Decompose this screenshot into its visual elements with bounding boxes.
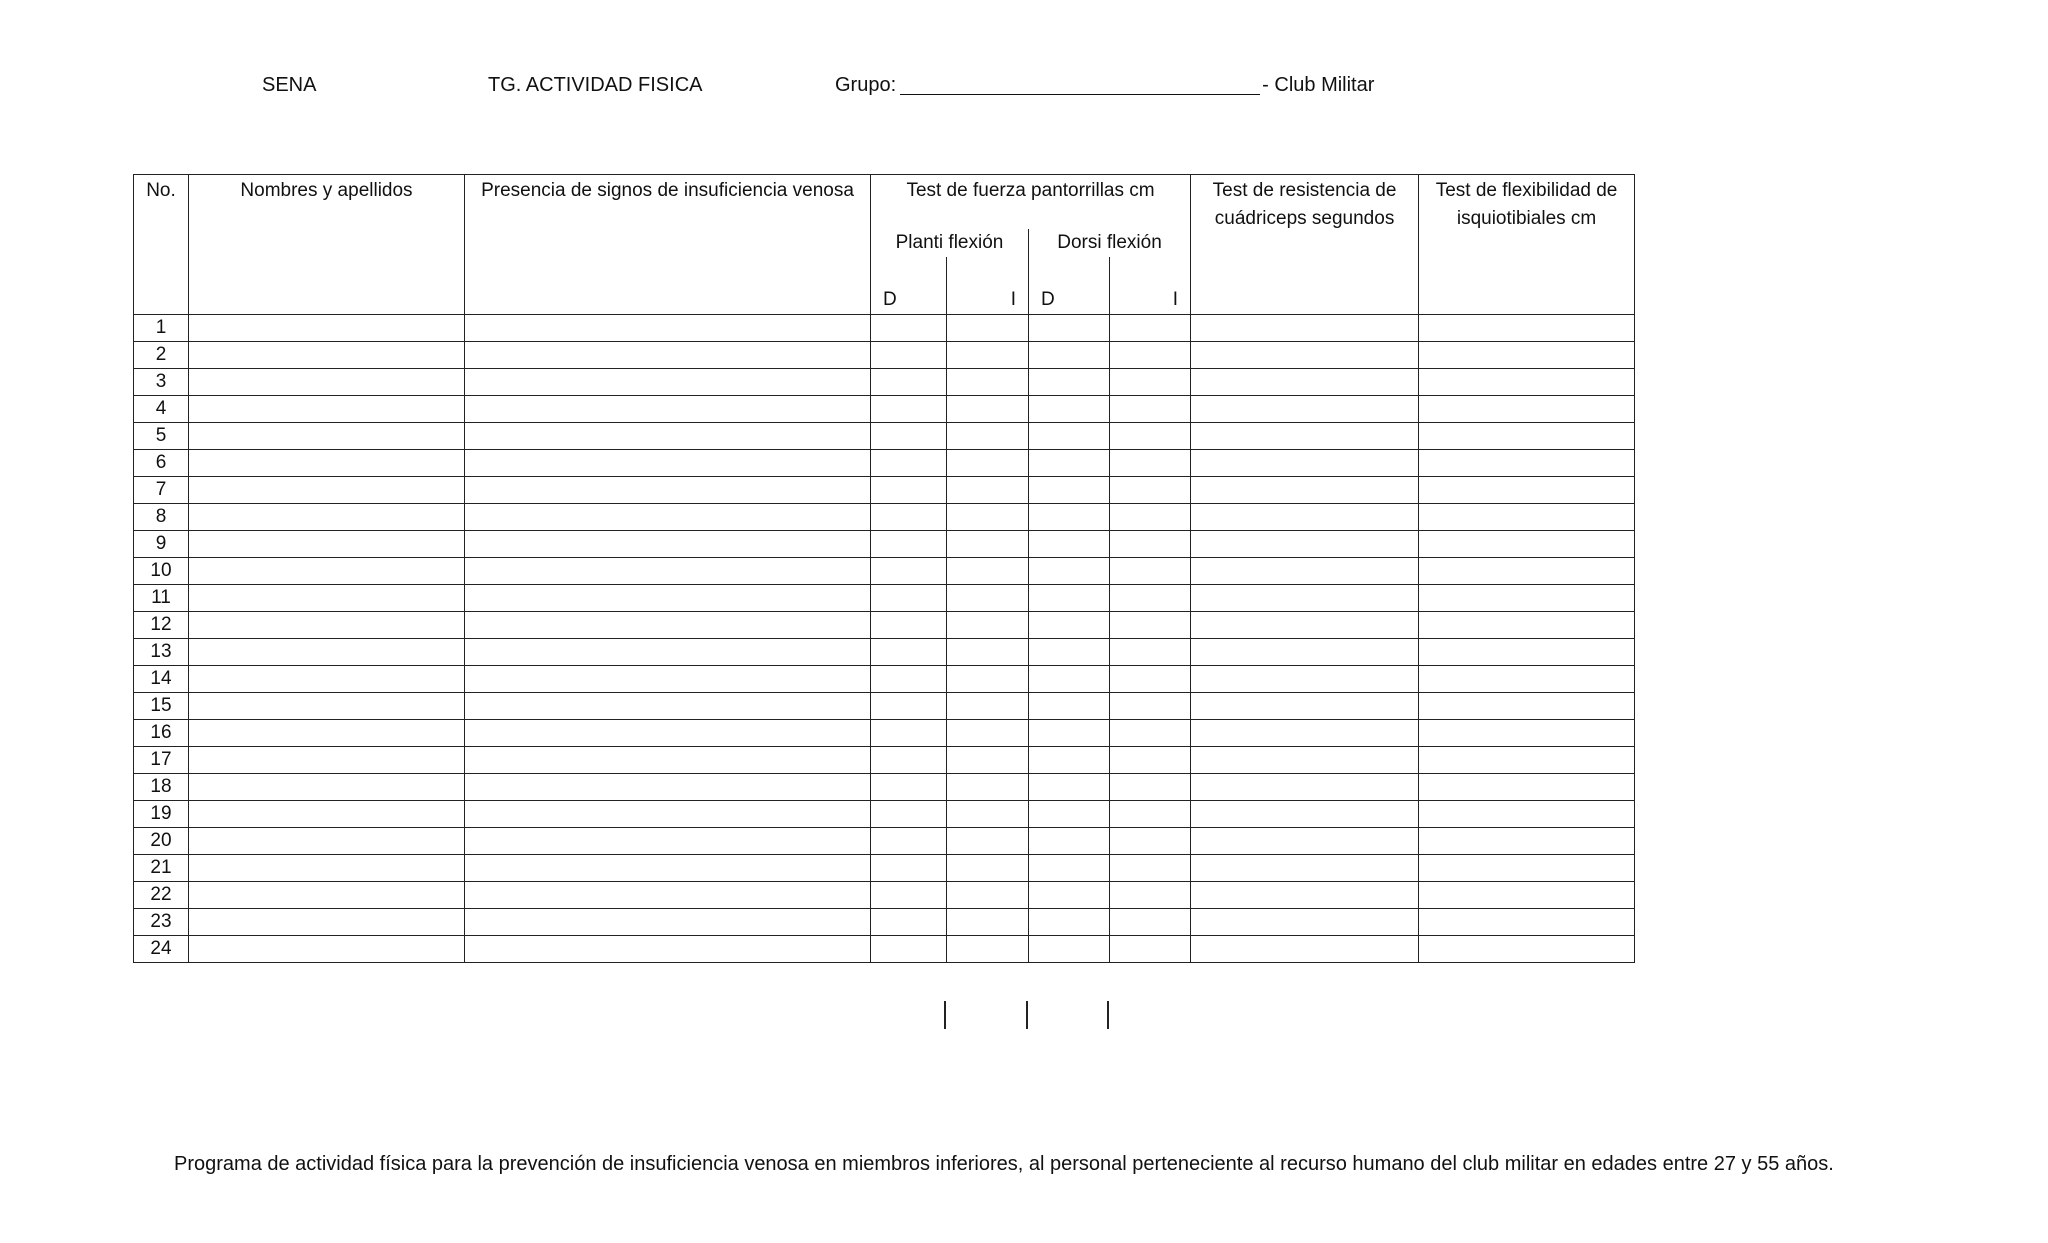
dorsi-left-cell[interactable]: [1110, 882, 1191, 909]
evaluation-table: [133, 174, 1635, 963]
dorsi-right-cell[interactable]: [1029, 342, 1110, 369]
program-label: TG. ACTIVIDAD FISICA: [488, 74, 703, 96]
planti-left-cell[interactable]: [947, 828, 1029, 855]
col-header-venous: Presencia de signos de insuficiencia venosa: [465, 175, 871, 315]
dorsi-left-cell[interactable]: [1110, 855, 1191, 882]
planti-left-cell[interactable]: [947, 639, 1029, 666]
planti-right-cell[interactable]: [871, 774, 947, 801]
quad-cell[interactable]: [1191, 774, 1419, 801]
institution-label: SENA: [262, 74, 317, 96]
table-row: [134, 801, 1635, 828]
planti-right-cell[interactable]: [871, 612, 947, 639]
number-cell: 23: [134, 909, 189, 936]
planti-right-cell[interactable]: [871, 396, 947, 423]
quad-cell[interactable]: [1191, 531, 1419, 558]
dorsi-right-cell[interactable]: [1029, 666, 1110, 693]
table-row: [134, 477, 1635, 504]
number-cell: 8: [134, 504, 189, 531]
dorsi-left-cell[interactable]: [1110, 666, 1191, 693]
planti-left-cell[interactable]: [947, 909, 1029, 936]
venous-cell[interactable]: [465, 369, 871, 396]
col-header-dorsi-left: I: [1110, 257, 1191, 315]
venous-cell[interactable]: [465, 936, 871, 963]
flex-cell[interactable]: [1419, 693, 1635, 720]
name-cell[interactable]: [189, 558, 465, 585]
dorsi-left-cell[interactable]: [1110, 747, 1191, 774]
number-cell: 20: [134, 828, 189, 855]
dorsi-right-cell[interactable]: [1029, 450, 1110, 477]
number-cell: 3: [134, 369, 189, 396]
dorsi-left-cell[interactable]: [1110, 801, 1191, 828]
dorsi-left-cell[interactable]: [1110, 342, 1191, 369]
column-extension-line: [1107, 1001, 1109, 1029]
planti-right-cell[interactable]: [871, 693, 947, 720]
number-cell: 17: [134, 747, 189, 774]
dorsi-right-cell[interactable]: [1029, 423, 1110, 450]
group-blank-field[interactable]: [900, 74, 1260, 95]
name-cell[interactable]: [189, 450, 465, 477]
planti-right-cell[interactable]: [871, 369, 947, 396]
flex-cell[interactable]: [1419, 828, 1635, 855]
planti-left-cell[interactable]: [947, 477, 1029, 504]
flex-cell[interactable]: [1419, 882, 1635, 909]
quad-cell[interactable]: [1191, 666, 1419, 693]
flex-cell[interactable]: [1419, 774, 1635, 801]
flex-cell[interactable]: [1419, 666, 1635, 693]
name-cell[interactable]: [189, 936, 465, 963]
name-cell[interactable]: [189, 396, 465, 423]
dorsi-right-cell[interactable]: [1029, 585, 1110, 612]
dorsi-right-cell[interactable]: [1029, 936, 1110, 963]
planti-right-cell[interactable]: [871, 450, 947, 477]
table-row: [134, 828, 1635, 855]
name-cell[interactable]: [189, 855, 465, 882]
table-row: [134, 855, 1635, 882]
table-row: [134, 558, 1635, 585]
planti-right-cell[interactable]: [871, 801, 947, 828]
name-cell[interactable]: [189, 801, 465, 828]
name-cell[interactable]: [189, 423, 465, 450]
dorsi-left-cell[interactable]: [1110, 693, 1191, 720]
quad-cell[interactable]: [1191, 369, 1419, 396]
dorsi-left-cell[interactable]: [1110, 423, 1191, 450]
number-cell: 15: [134, 693, 189, 720]
dorsi-left-cell[interactable]: [1110, 531, 1191, 558]
planti-right-cell[interactable]: [871, 342, 947, 369]
planti-left-cell[interactable]: [947, 342, 1029, 369]
planti-right-cell[interactable]: [871, 639, 947, 666]
quad-cell[interactable]: [1191, 720, 1419, 747]
venous-cell[interactable]: [465, 612, 871, 639]
planti-right-cell[interactable]: [871, 747, 947, 774]
quad-cell[interactable]: [1191, 909, 1419, 936]
quad-cell[interactable]: [1191, 801, 1419, 828]
table-row: [134, 396, 1635, 423]
venous-cell[interactable]: [465, 342, 871, 369]
planti-left-cell[interactable]: [947, 423, 1029, 450]
planti-right-cell[interactable]: [871, 882, 947, 909]
planti-left-cell[interactable]: [947, 936, 1029, 963]
dorsi-left-cell[interactable]: [1110, 315, 1191, 342]
flex-cell[interactable]: [1419, 801, 1635, 828]
venous-cell[interactable]: [465, 531, 871, 558]
planti-left-cell[interactable]: [947, 801, 1029, 828]
dorsi-right-cell[interactable]: [1029, 531, 1110, 558]
dorsi-left-cell[interactable]: [1110, 504, 1191, 531]
dorsi-left-cell[interactable]: [1110, 612, 1191, 639]
name-cell[interactable]: [189, 612, 465, 639]
planti-right-cell[interactable]: [871, 315, 947, 342]
number-cell: 19: [134, 801, 189, 828]
dorsi-right-cell[interactable]: [1029, 396, 1110, 423]
number-cell: 12: [134, 612, 189, 639]
dorsi-right-cell[interactable]: [1029, 855, 1110, 882]
dorsi-right-cell[interactable]: [1029, 369, 1110, 396]
table-row: [134, 909, 1635, 936]
venous-cell[interactable]: [465, 855, 871, 882]
number-cell: 16: [134, 720, 189, 747]
planti-right-cell[interactable]: [871, 531, 947, 558]
group-line: [835, 74, 1374, 97]
venous-cell[interactable]: [465, 909, 871, 936]
quad-cell[interactable]: [1191, 342, 1419, 369]
planti-left-cell[interactable]: [947, 666, 1029, 693]
quad-cell[interactable]: [1191, 315, 1419, 342]
name-cell[interactable]: [189, 666, 465, 693]
dorsi-right-cell[interactable]: [1029, 801, 1110, 828]
flex-cell[interactable]: [1419, 855, 1635, 882]
planti-right-cell[interactable]: [871, 504, 947, 531]
dorsi-right-cell[interactable]: [1029, 720, 1110, 747]
name-cell[interactable]: [189, 315, 465, 342]
name-cell[interactable]: [189, 639, 465, 666]
table-row: [134, 666, 1635, 693]
col-header-planti-right: D: [871, 257, 947, 315]
quad-cell[interactable]: [1191, 747, 1419, 774]
flex-cell[interactable]: [1419, 612, 1635, 639]
planti-right-cell[interactable]: [871, 855, 947, 882]
dorsi-right-cell[interactable]: [1029, 558, 1110, 585]
venous-cell[interactable]: [465, 504, 871, 531]
table-row: [134, 585, 1635, 612]
dorsi-left-cell[interactable]: [1110, 369, 1191, 396]
dorsi-right-cell[interactable]: [1029, 504, 1110, 531]
quad-cell[interactable]: [1191, 855, 1419, 882]
number-cell: 11: [134, 585, 189, 612]
venous-cell[interactable]: [465, 693, 871, 720]
col-header-names: Nombres y apellidos: [189, 175, 465, 315]
dorsi-left-cell[interactable]: [1110, 720, 1191, 747]
quad-cell[interactable]: [1191, 612, 1419, 639]
planti-right-cell[interactable]: [871, 477, 947, 504]
venous-cell[interactable]: [465, 720, 871, 747]
name-cell[interactable]: [189, 720, 465, 747]
flex-cell[interactable]: [1419, 531, 1635, 558]
name-cell[interactable]: [189, 693, 465, 720]
flex-cell[interactable]: [1419, 504, 1635, 531]
venous-cell[interactable]: [465, 666, 871, 693]
planti-left-cell[interactable]: [947, 315, 1029, 342]
planti-right-cell[interactable]: [871, 828, 947, 855]
table-row: [134, 936, 1635, 963]
number-cell: 14: [134, 666, 189, 693]
name-cell[interactable]: [189, 882, 465, 909]
venous-cell[interactable]: [465, 774, 871, 801]
name-cell[interactable]: [189, 774, 465, 801]
number-cell: 2: [134, 342, 189, 369]
col-header-quad: Test de resistencia de cuádriceps segundos: [1191, 175, 1419, 315]
dorsi-right-cell[interactable]: [1029, 693, 1110, 720]
venous-cell[interactable]: [465, 585, 871, 612]
venous-cell[interactable]: [465, 477, 871, 504]
dorsi-right-cell[interactable]: [1029, 774, 1110, 801]
planti-left-cell[interactable]: [947, 693, 1029, 720]
flex-cell[interactable]: [1419, 585, 1635, 612]
flex-cell[interactable]: [1419, 369, 1635, 396]
column-extension-line: [944, 1001, 946, 1029]
name-cell[interactable]: [189, 342, 465, 369]
number-cell: 13: [134, 639, 189, 666]
planti-right-cell[interactable]: [871, 909, 947, 936]
venous-cell[interactable]: [465, 423, 871, 450]
flex-cell[interactable]: [1419, 423, 1635, 450]
number-cell: 7: [134, 477, 189, 504]
table-row: [134, 531, 1635, 558]
dorsi-left-cell[interactable]: [1110, 828, 1191, 855]
dorsi-right-cell[interactable]: [1029, 909, 1110, 936]
name-cell[interactable]: [189, 504, 465, 531]
table-row: [134, 504, 1635, 531]
planti-right-cell[interactable]: [871, 423, 947, 450]
quad-cell[interactable]: [1191, 585, 1419, 612]
venous-cell[interactable]: [465, 558, 871, 585]
col-header-dorsi-right: D: [1029, 257, 1110, 315]
number-cell: 9: [134, 531, 189, 558]
flex-cell[interactable]: [1419, 639, 1635, 666]
number-cell: 21: [134, 855, 189, 882]
col-header-planti-left: I: [947, 257, 1029, 315]
dorsi-left-cell[interactable]: [1110, 396, 1191, 423]
venous-cell[interactable]: [465, 828, 871, 855]
name-cell[interactable]: [189, 909, 465, 936]
planti-left-cell[interactable]: [947, 531, 1029, 558]
quad-cell[interactable]: [1191, 936, 1419, 963]
number-cell: 6: [134, 450, 189, 477]
flex-cell[interactable]: [1419, 936, 1635, 963]
col-header-planti: Planti flexión: [871, 229, 1029, 257]
planti-right-cell[interactable]: [871, 720, 947, 747]
table-row: [134, 369, 1635, 396]
planti-left-cell[interactable]: [947, 720, 1029, 747]
name-cell[interactable]: [189, 585, 465, 612]
number-cell: 5: [134, 423, 189, 450]
dorsi-left-cell[interactable]: [1110, 585, 1191, 612]
flex-cell[interactable]: [1419, 342, 1635, 369]
venous-cell[interactable]: [465, 396, 871, 423]
planti-right-cell[interactable]: [871, 558, 947, 585]
planti-right-cell[interactable]: [871, 666, 947, 693]
table-row: [134, 612, 1635, 639]
planti-left-cell[interactable]: [947, 450, 1029, 477]
number-cell: 22: [134, 882, 189, 909]
col-header-dorsi: Dorsi flexión: [1029, 229, 1191, 257]
number-cell: 1: [134, 315, 189, 342]
name-cell[interactable]: [189, 828, 465, 855]
planti-left-cell[interactable]: [947, 774, 1029, 801]
table-row: [134, 747, 1635, 774]
flex-cell[interactable]: [1419, 720, 1635, 747]
planti-right-cell[interactable]: [871, 936, 947, 963]
planti-left-cell[interactable]: [947, 558, 1029, 585]
dorsi-right-cell[interactable]: [1029, 315, 1110, 342]
table-row: [134, 693, 1635, 720]
quad-cell[interactable]: [1191, 423, 1419, 450]
flex-cell[interactable]: [1419, 558, 1635, 585]
venous-cell[interactable]: [465, 747, 871, 774]
table-row: [134, 720, 1635, 747]
table-row: [134, 882, 1635, 909]
name-cell[interactable]: [189, 477, 465, 504]
quad-cell[interactable]: [1191, 693, 1419, 720]
col-header-number: No.: [134, 175, 189, 315]
planti-left-cell[interactable]: [947, 612, 1029, 639]
name-cell[interactable]: [189, 747, 465, 774]
quad-cell[interactable]: [1191, 504, 1419, 531]
venous-cell[interactable]: [465, 639, 871, 666]
table-row: [134, 639, 1635, 666]
flex-cell[interactable]: [1419, 747, 1635, 774]
dorsi-left-cell[interactable]: [1110, 774, 1191, 801]
flex-cell[interactable]: [1419, 450, 1635, 477]
dorsi-left-cell[interactable]: [1110, 909, 1191, 936]
planti-left-cell[interactable]: [947, 369, 1029, 396]
quad-cell[interactable]: [1191, 450, 1419, 477]
flex-cell[interactable]: [1419, 396, 1635, 423]
venous-cell[interactable]: [465, 882, 871, 909]
table-row: [134, 315, 1635, 342]
dorsi-left-cell[interactable]: [1110, 477, 1191, 504]
dorsi-left-cell[interactable]: [1110, 639, 1191, 666]
table-row: [134, 774, 1635, 801]
planti-left-cell[interactable]: [947, 747, 1029, 774]
number-cell: 4: [134, 396, 189, 423]
quad-cell[interactable]: [1191, 639, 1419, 666]
dorsi-right-cell[interactable]: [1029, 828, 1110, 855]
dorsi-left-cell[interactable]: [1110, 558, 1191, 585]
quad-cell[interactable]: [1191, 558, 1419, 585]
number-cell: 18: [134, 774, 189, 801]
quad-cell[interactable]: [1191, 396, 1419, 423]
quad-cell[interactable]: [1191, 828, 1419, 855]
name-cell[interactable]: [189, 531, 465, 558]
dorsi-left-cell[interactable]: [1110, 936, 1191, 963]
dorsi-left-cell[interactable]: [1110, 450, 1191, 477]
quad-cell[interactable]: [1191, 882, 1419, 909]
planti-left-cell[interactable]: [947, 585, 1029, 612]
venous-cell[interactable]: [465, 315, 871, 342]
col-header-flex: Test de flexibilidad de isquiotibiales cm: [1419, 175, 1635, 315]
table-row: [134, 342, 1635, 369]
dorsi-right-cell[interactable]: [1029, 477, 1110, 504]
dorsi-right-cell[interactable]: [1029, 639, 1110, 666]
planti-left-cell[interactable]: [947, 855, 1029, 882]
table-row: [134, 423, 1635, 450]
column-extension-line: [1026, 1001, 1028, 1029]
group-suffix: - Club Militar: [1262, 74, 1375, 96]
dorsi-right-cell[interactable]: [1029, 882, 1110, 909]
group-label: Grupo:: [835, 74, 897, 96]
name-cell[interactable]: [189, 369, 465, 396]
planti-left-cell[interactable]: [947, 396, 1029, 423]
dorsi-right-cell[interactable]: [1029, 747, 1110, 774]
table-row: [134, 450, 1635, 477]
dorsi-right-cell[interactable]: [1029, 612, 1110, 639]
venous-cell[interactable]: [465, 801, 871, 828]
planti-right-cell[interactable]: [871, 585, 947, 612]
flex-cell[interactable]: [1419, 909, 1635, 936]
flex-cell[interactable]: [1419, 315, 1635, 342]
flex-cell[interactable]: [1419, 477, 1635, 504]
number-cell: 24: [134, 936, 189, 963]
planti-left-cell[interactable]: [947, 882, 1029, 909]
quad-cell[interactable]: [1191, 477, 1419, 504]
number-cell: 10: [134, 558, 189, 585]
col-header-calf-strength: Test de fuerza pantorrillas cm: [871, 175, 1191, 230]
planti-left-cell[interactable]: [947, 504, 1029, 531]
venous-cell[interactable]: [465, 450, 871, 477]
footer-program-description: Programa de actividad física para la prevención de insuficiencia venosa en miembros inferiores, al personal perteneciente al recurso humano del club militar en edades entre 27 y 55 años.: [174, 1153, 1834, 1175]
